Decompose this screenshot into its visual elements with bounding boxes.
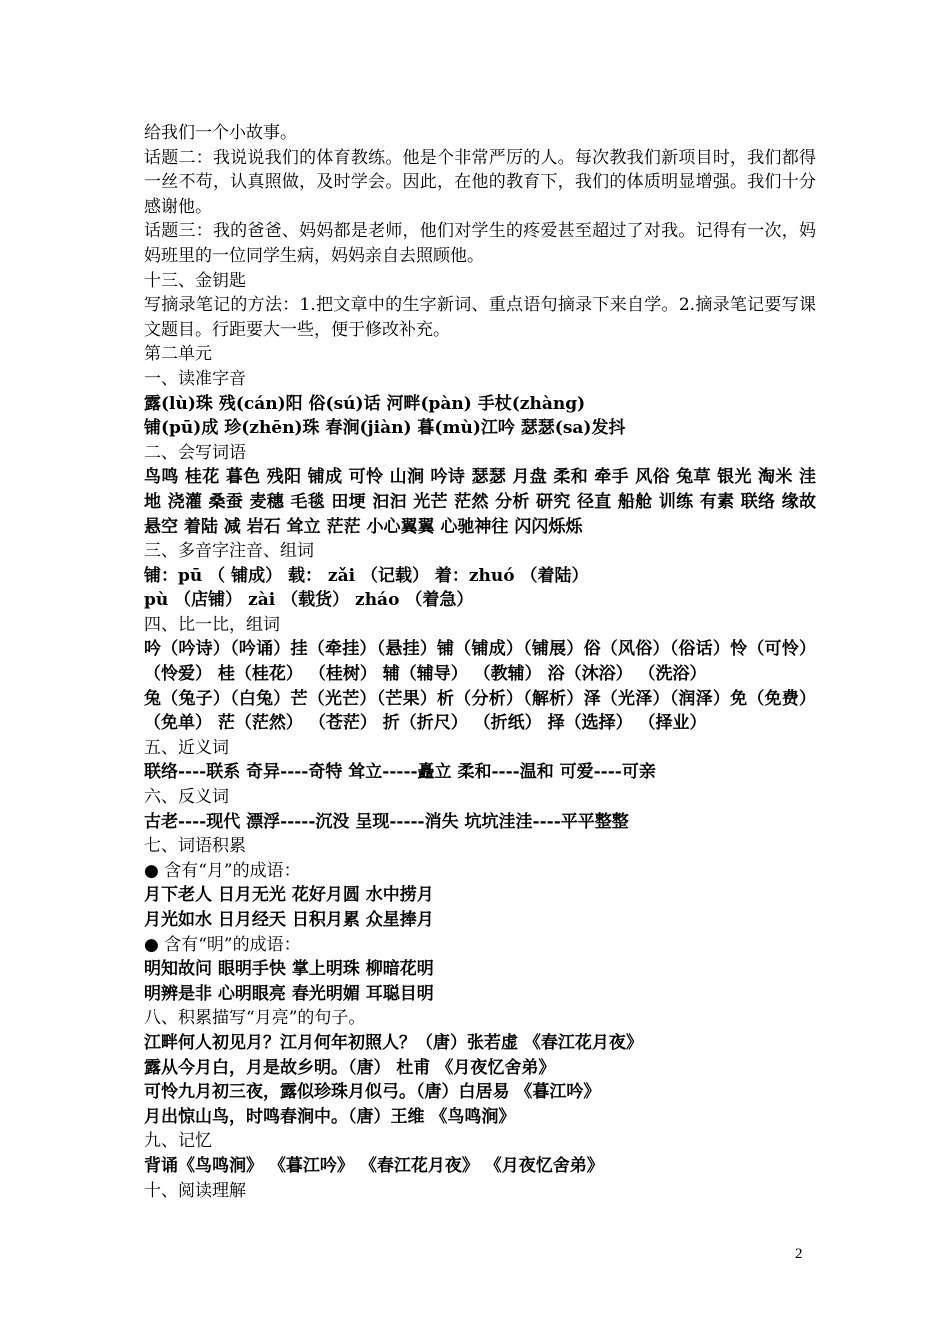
text-line: 二、会写词语 [144, 442, 246, 463]
text-line: 三、多音字注音、组词 [144, 541, 314, 562]
text-line: 铺(pū)成 珍(zhēn)珠 春涧(jiàn) 暮(mù)江吟 瑟瑟(sa)发抖 [144, 418, 626, 439]
text-line: 八、积累描写“月亮”的句子。 [144, 1008, 366, 1029]
text-line: 铺：pū （ 铺成） 载： zǎi （记载） 着：zhuó （着陆） [144, 565, 589, 586]
text-line: ● 含有“月”的成语： [144, 860, 301, 881]
text-line: 露从今月白，月是故乡明。（唐） 杜甫 《月夜忆舍弟》 [144, 1057, 556, 1078]
text-line: 话题二：我说说我们的体育教练。他是个非常严厉的人。每次教我们新项目时，我们都得一丝不苟，认真照做，及时学会。因此，在他的教育下，我们的体质明显增强。我们十分感谢他。 [144, 147, 816, 217]
text-line: 露(lù)珠 残(cán)阳 俗(sú)话 河畔(pàn) 手杖(zhàng) [144, 393, 586, 414]
text-line: 第二单元 [144, 344, 212, 365]
text-line: 明知故问 眼明手快 掌上明珠 柳暗花明 [144, 959, 434, 980]
document-body [144, 121, 816, 1203]
text-line: 鸟鸣 桂花 暮色 残阳 铺成 可怜 山涧 吟诗 瑟瑟 月盘 柔和 牵手 风俗 兔草 银光 淘米 洼地 浇灌 桑蚕 麦穗 毛毯 田埂 汩汩 光芒 茫然 分析 研究 径直 船舱 训练 有素 联络 缘故 悬空 着陆 减 岩石 耸立 茫茫 小心翼翼 心驰神往 闪闪烁烁 [144, 467, 816, 537]
text-line: 十三、金钥匙 [144, 270, 246, 291]
text-line: 四、比一比，组词 [144, 614, 280, 635]
text-line: 兔（兔子）（白兔）芒（光芒）（芒果）析（分析）（解析）泽（光泽）（润泽）免（免费）（免单） 茫（茫然） （苍茫） 折（折尺） （折纸） 择（选择） （择业） [144, 688, 816, 734]
page-number: 2 [795, 1246, 803, 1262]
text-line: 可怜九月初三夜，露似珍珠月似弓。（唐）白居易 《暮江吟》 [144, 1082, 601, 1103]
text-line: 六、反义词 [144, 787, 229, 808]
text-line: 十、阅读理解 [144, 1180, 246, 1201]
text-line: 话题三：我的爸爸、妈妈都是老师，他们对学生的疼爱甚至超过了对我。记得有一次，妈妈班里的一位同学生病，妈妈亲自去照顾他。 [144, 221, 816, 266]
text-line: 七、词语积累 [144, 836, 246, 857]
text-line: 五、近义词 [144, 737, 229, 758]
text-line: 九、记忆 [144, 1131, 212, 1152]
text-line: ● 含有“明”的成语： [144, 934, 301, 955]
text-line: 联络----联系 奇异----奇特 耸立-----矗立 柔和----温和 可爱----可亲 [144, 762, 656, 783]
text-line: 一、读准字音 [144, 368, 246, 389]
text-line: 给我们一个小故事。 [144, 123, 297, 143]
text-line: 江畔何人初见月？江月何年初照人？（唐）张若虚 《春江花月夜》 [144, 1032, 643, 1053]
text-line: 月出惊山鸟，时鸣春涧中。（唐）王维 《鸟鸣涧》 [144, 1106, 516, 1127]
text-line: 古老----现代 漂浮-----沉没 呈现-----消失 坑坑洼洼----平平整整 [144, 811, 629, 832]
text-line: 月光如水 日月经天 日积月累 众星捧月 [144, 910, 434, 930]
text-line: 背诵《鸟鸣涧》 《暮江吟》 《春江花月夜》 《月夜忆舍弟》 [144, 1155, 604, 1176]
text-line: pù （店铺） zài （载货） zháo （着急） [144, 590, 474, 611]
text-line: 明辨是非 心明眼亮 春光明媚 耳聪目明 [144, 983, 434, 1004]
text-line: 吟（吟诗）（吟诵）挂（牵挂）（悬挂）铺（铺成）（铺展）俗（风俗）（俗话）怜（可怜）（怜爱） 桂（桂花） （桂树） 辅（辅导） （教辅） 浴（沐浴） （洗浴） [144, 639, 816, 685]
text-line: 写摘录笔记的方法：1.把文章中的生字新词、重点语句摘录下来自学。2.摘录笔记要写课文题目。行距要大一些，便于修改补充。 [144, 295, 816, 340]
text-line: 月下老人 日月无光 花好月圆 水中捞月 [144, 885, 434, 906]
